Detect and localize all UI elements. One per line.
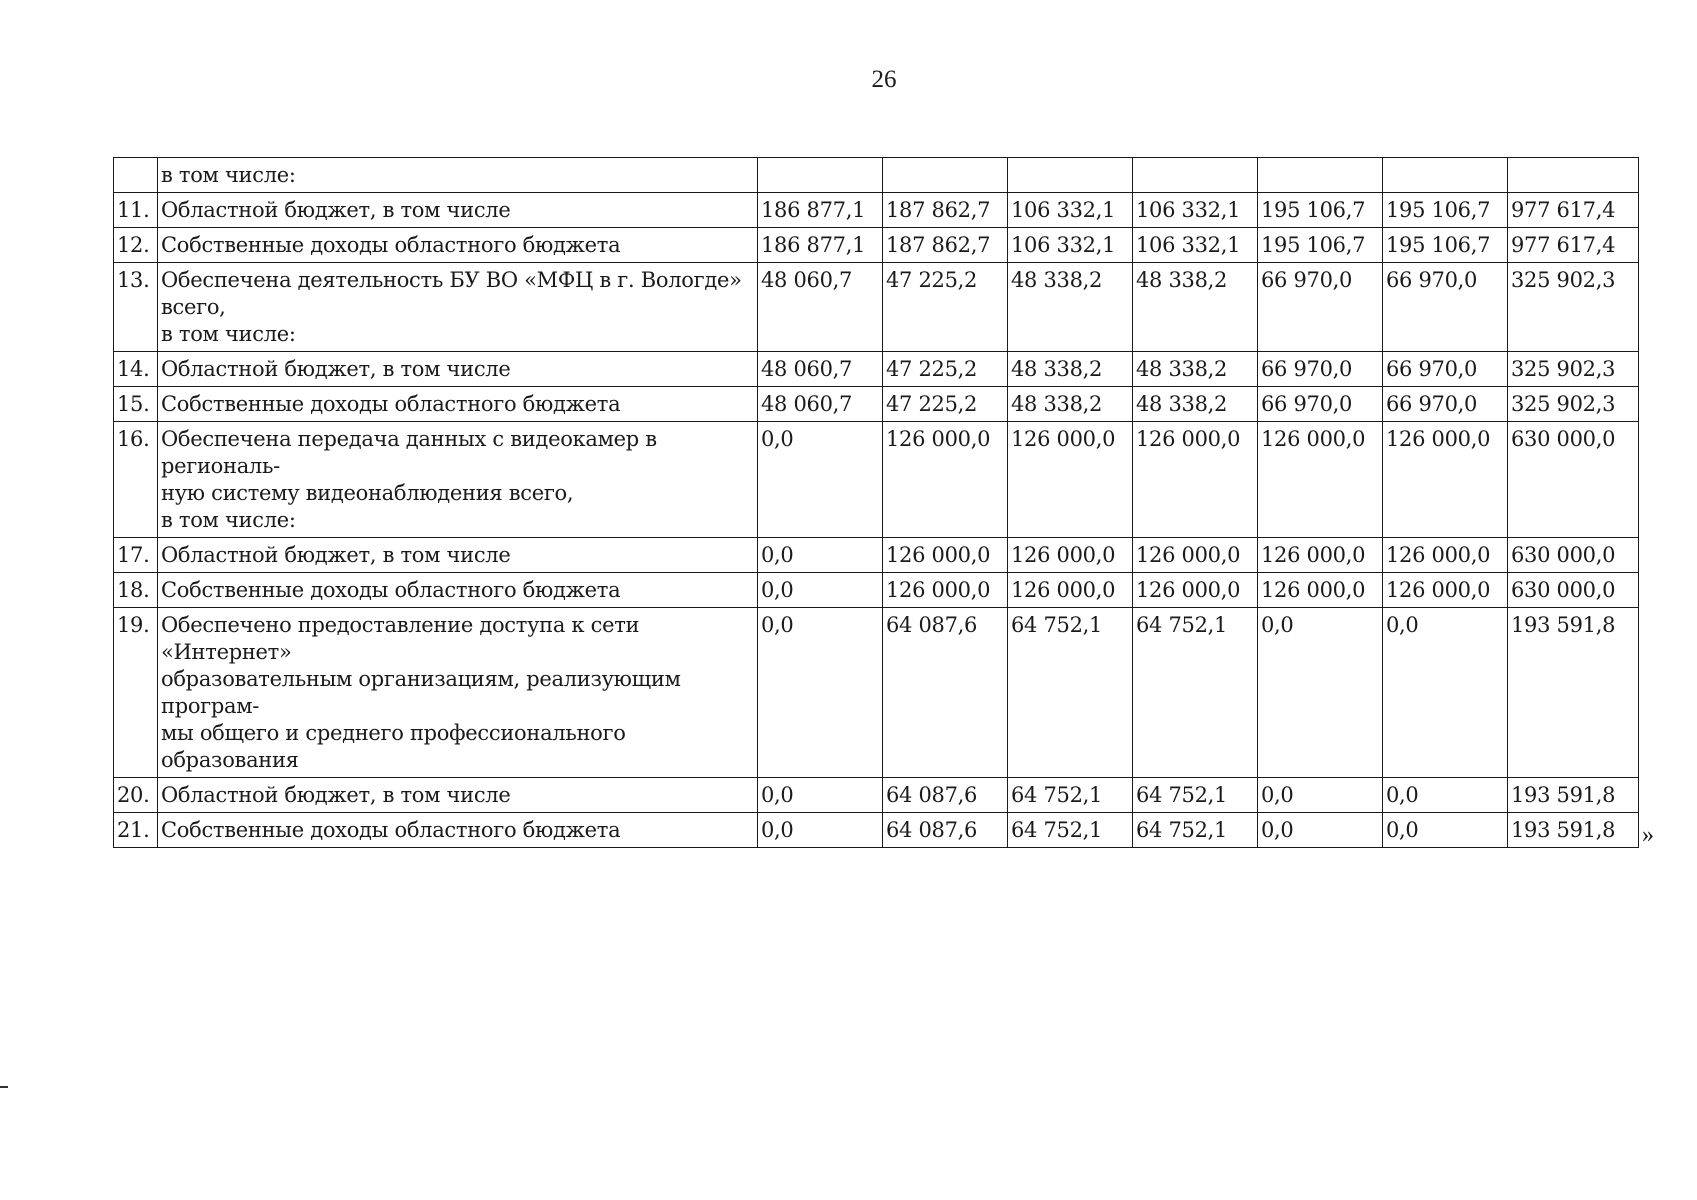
- value-cell: [1133, 158, 1258, 193]
- value-cell: 193 591,8: [1508, 608, 1639, 778]
- value-cell: 66 970,0: [1258, 352, 1383, 387]
- value-cell: 66 970,0: [1383, 352, 1508, 387]
- value-cell: 630 000,0: [1508, 573, 1639, 608]
- row-description: Собственные доходы областного бюджета: [158, 573, 758, 608]
- value-cell: 126 000,0: [1133, 573, 1258, 608]
- row-description: Собственные доходы областного бюджета: [158, 387, 758, 422]
- row-number: 11.: [114, 193, 158, 228]
- row-number: 14.: [114, 352, 158, 387]
- table-row: [114, 193, 1639, 228]
- value-cell: 186 877,1: [758, 228, 883, 263]
- value-cell: 195 106,7: [1258, 193, 1383, 228]
- value-cell: 187 862,7: [883, 228, 1008, 263]
- value-cell: 66 970,0: [1258, 263, 1383, 352]
- row-description: Областной бюджет, в том числе: [158, 538, 758, 573]
- value-cell: 0,0: [1258, 608, 1383, 778]
- value-cell: 126 000,0: [1008, 573, 1133, 608]
- value-cell: 48 060,7: [758, 263, 883, 352]
- value-cell: 47 225,2: [883, 263, 1008, 352]
- table-row: [114, 352, 1639, 387]
- value-cell: 66 970,0: [1383, 263, 1508, 352]
- value-cell: 0,0: [1383, 778, 1508, 813]
- value-cell: 0,0: [1383, 608, 1508, 778]
- value-cell: [1008, 158, 1133, 193]
- table-body: [114, 158, 1639, 848]
- row-description: Собственные доходы областного бюджета: [158, 813, 758, 848]
- table-row: [114, 228, 1639, 263]
- value-cell: 193 591,8: [1508, 778, 1639, 813]
- table-row: [114, 263, 1639, 352]
- row-description: Обеспечена деятельность БУ ВО «МФЦ в г. Вологде» всего, в том числе:: [158, 263, 758, 352]
- row-description: Обеспечено предоставление доступа к сети «Интернет» образовательным организациям, реализующим програм- мы общего и среднего профессионального образования: [158, 608, 758, 778]
- table-row: [114, 573, 1639, 608]
- value-cell: 0,0: [758, 813, 883, 848]
- value-cell: 64 752,1: [1133, 778, 1258, 813]
- value-cell: 126 000,0: [1133, 422, 1258, 538]
- value-cell: 64 087,6: [883, 608, 1008, 778]
- value-cell: 0,0: [1383, 813, 1508, 848]
- value-cell: 126 000,0: [1258, 538, 1383, 573]
- value-cell: 48 338,2: [1008, 387, 1133, 422]
- value-cell: 48 060,7: [758, 387, 883, 422]
- table-row: [114, 813, 1639, 848]
- row-number: 18.: [114, 573, 158, 608]
- value-cell: 186 877,1: [758, 193, 883, 228]
- value-cell: 126 000,0: [1008, 538, 1133, 573]
- value-cell: 48 338,2: [1008, 352, 1133, 387]
- row-description: Обеспечена передача данных с видеокамер в региональ- ную систему видеонаблюдения всего, в том числе:: [158, 422, 758, 538]
- value-cell: 64 752,1: [1133, 608, 1258, 778]
- table-row: [114, 538, 1639, 573]
- value-cell: 126 000,0: [883, 573, 1008, 608]
- value-cell: 0,0: [758, 608, 883, 778]
- row-number: [114, 158, 158, 193]
- value-cell: 48 338,2: [1133, 263, 1258, 352]
- row-number: 21.: [114, 813, 158, 848]
- value-cell: 126 000,0: [1383, 538, 1508, 573]
- value-cell: 106 332,1: [1008, 193, 1133, 228]
- value-cell: 48 060,7: [758, 352, 883, 387]
- value-cell: 126 000,0: [1258, 573, 1383, 608]
- value-cell: 977 617,4: [1508, 228, 1639, 263]
- value-cell: 66 970,0: [1383, 387, 1508, 422]
- value-cell: 106 332,1: [1133, 228, 1258, 263]
- value-cell: 325 902,3: [1508, 352, 1639, 387]
- value-cell: 195 106,7: [1258, 228, 1383, 263]
- value-cell: 0,0: [1258, 778, 1383, 813]
- value-cell: 195 106,7: [1383, 193, 1508, 228]
- table-row: [114, 608, 1639, 778]
- value-cell: 64 752,1: [1133, 813, 1258, 848]
- value-cell: 126 000,0: [1133, 538, 1258, 573]
- page-number: 26: [871, 66, 897, 93]
- value-cell: 0,0: [758, 573, 883, 608]
- row-number: 15.: [114, 387, 158, 422]
- value-cell: 977 617,4: [1508, 193, 1639, 228]
- value-cell: 66 970,0: [1258, 387, 1383, 422]
- value-cell: 64 752,1: [1008, 608, 1133, 778]
- row-number: 20.: [114, 778, 158, 813]
- row-description: Областной бюджет, в том числе: [158, 352, 758, 387]
- value-cell: 106 332,1: [1133, 193, 1258, 228]
- row-description: Областной бюджет, в том числе: [158, 778, 758, 813]
- value-cell: 48 338,2: [1133, 387, 1258, 422]
- value-cell: 187 862,7: [883, 193, 1008, 228]
- row-number: 16.: [114, 422, 158, 538]
- value-cell: 0,0: [758, 422, 883, 538]
- value-cell: [883, 158, 1008, 193]
- value-cell: 47 225,2: [883, 352, 1008, 387]
- value-cell: 48 338,2: [1133, 352, 1258, 387]
- value-cell: 64 087,6: [883, 778, 1008, 813]
- value-cell: 193 591,8: [1508, 813, 1639, 848]
- row-description: Областной бюджет, в том числе: [158, 193, 758, 228]
- value-cell: [758, 158, 883, 193]
- value-cell: 48 338,2: [1008, 263, 1133, 352]
- value-cell: 47 225,2: [883, 387, 1008, 422]
- table-row: [114, 778, 1639, 813]
- value-cell: 630 000,0: [1508, 538, 1639, 573]
- value-cell: 0,0: [1258, 813, 1383, 848]
- value-cell: 126 000,0: [1258, 422, 1383, 538]
- table-row: [114, 158, 1639, 193]
- row-description: в том числе:: [158, 158, 758, 193]
- row-number: 12.: [114, 228, 158, 263]
- table-row: [114, 387, 1639, 422]
- value-cell: 64 087,6: [883, 813, 1008, 848]
- scan-artifact: [0, 1086, 8, 1088]
- row-number: 19.: [114, 608, 158, 778]
- value-cell: 64 752,1: [1008, 813, 1133, 848]
- value-cell: 126 000,0: [883, 422, 1008, 538]
- value-cell: 195 106,7: [1383, 228, 1508, 263]
- table-row: [114, 422, 1639, 538]
- value-cell: 630 000,0: [1508, 422, 1639, 538]
- value-cell: 106 332,1: [1008, 228, 1133, 263]
- value-cell: 126 000,0: [1383, 422, 1508, 538]
- value-cell: 325 902,3: [1508, 263, 1639, 352]
- row-description: Собственные доходы областного бюджета: [158, 228, 758, 263]
- value-cell: 0,0: [758, 538, 883, 573]
- value-cell: [1258, 158, 1383, 193]
- value-cell: 64 752,1: [1008, 778, 1133, 813]
- row-number: 13.: [114, 263, 158, 352]
- value-cell: [1383, 158, 1508, 193]
- value-cell: 126 000,0: [1008, 422, 1133, 538]
- value-cell: 126 000,0: [883, 538, 1008, 573]
- value-cell: 0,0: [758, 778, 883, 813]
- row-number: 17.: [114, 538, 158, 573]
- value-cell: 325 902,3: [1508, 387, 1639, 422]
- value-cell: [1508, 158, 1639, 193]
- budget-table: [113, 157, 1639, 848]
- value-cell: 126 000,0: [1383, 573, 1508, 608]
- closing-quote: »: [1642, 822, 1654, 848]
